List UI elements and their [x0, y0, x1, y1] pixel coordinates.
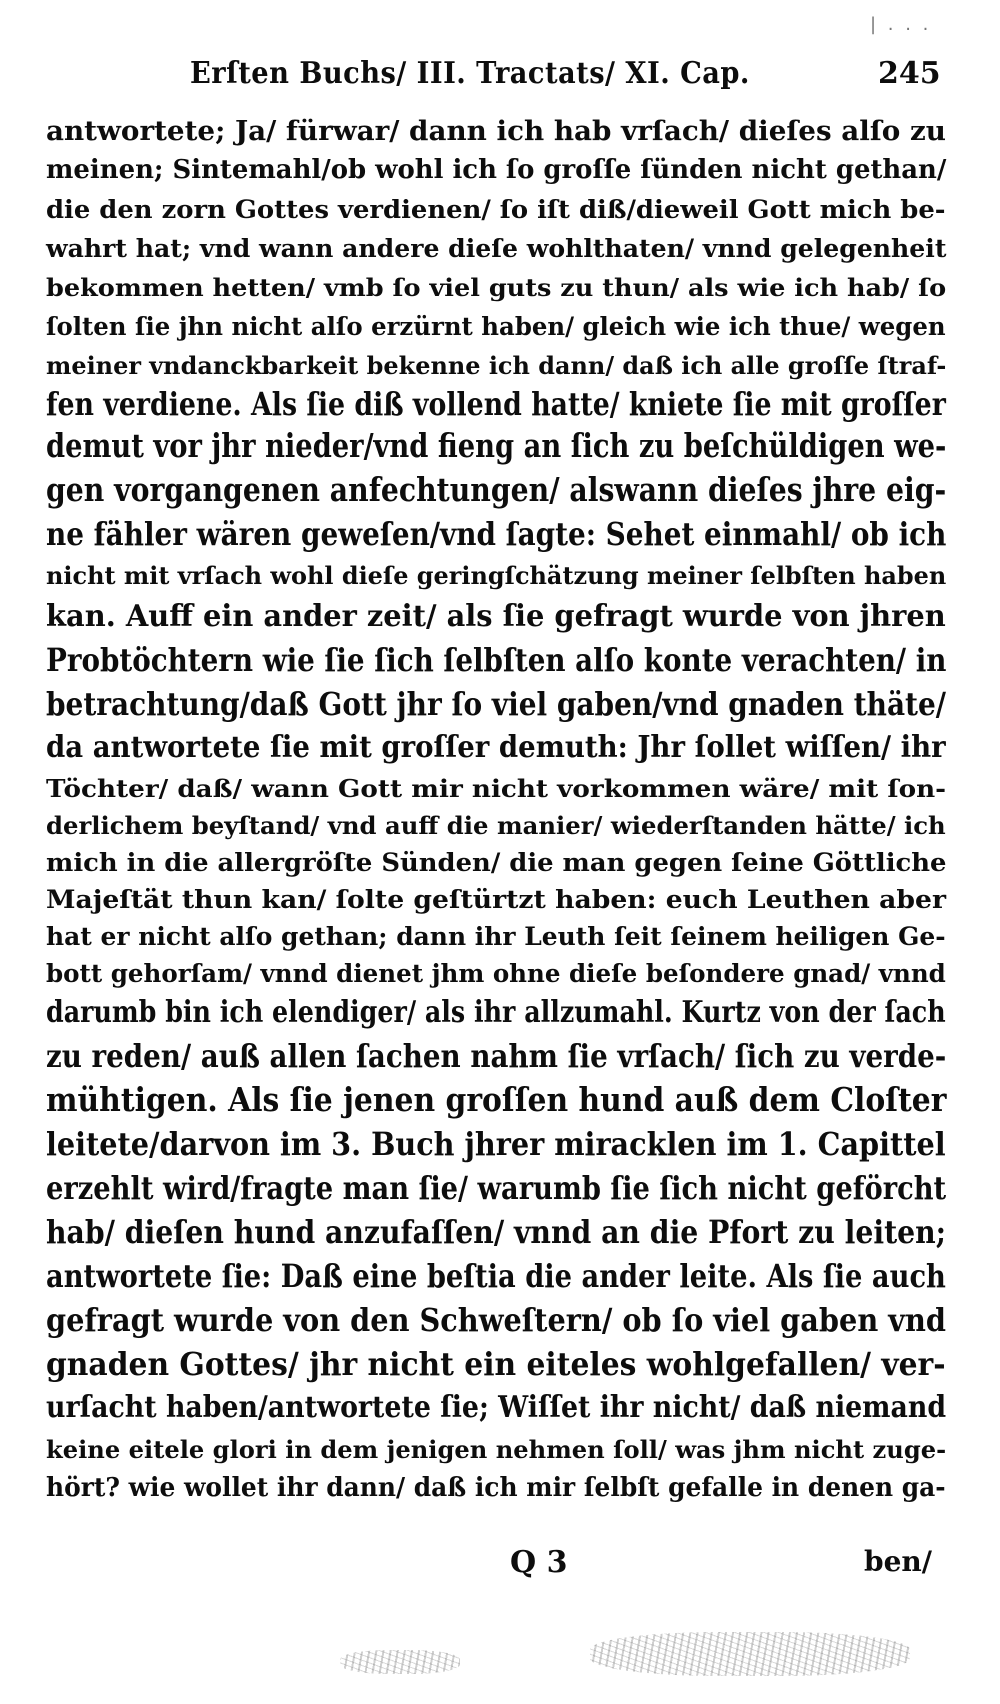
running-head: Erſten Buchs/ III. Tractats/ XI. Cap.: [190, 56, 750, 91]
text-line: meinen; Sintemahl/ob wohl ich ſo groſſe ſünden nicht gethan/: [46, 155, 947, 185]
text-line: leitete/darvon im 3. Buch jhrer miracklen im 1. Capittel: [46, 1125, 946, 1163]
text-line: die den zorn Gottes verdienen/ ſo iſt diß/dieweil Gott mich be-: [46, 195, 946, 224]
text-line: urſacht haben/antwortete ſie; Wiſſet ihr nicht/ daß niemand: [46, 1390, 947, 1425]
text-line: da antwortete ſie mit groſſer demuth: Jhr ſollet wiſſen/ ihr: [46, 730, 946, 765]
text-line: wahrt hat; vnd wann andere dieſe wohlthaten/ vnnd gelegenheit: [46, 234, 947, 263]
text-line: erzehlt wird/fragte man ſie/ warumb ſie ſich nicht geförcht: [46, 1169, 947, 1207]
text-line: mühtigen. Als ſie jenen groſſen hund auß dem Cloſter: [46, 1080, 947, 1119]
text-line: fen verdiene. Als ſie diß vollend hatte/ kniete ſie mit groſſer: [46, 385, 946, 423]
text-line: derlichem beyſtand/ vnd auff die manier/ wiederſtanden hätte/ ich: [46, 811, 946, 840]
text-line: antwortete ſie: Daß eine beſtia die ander leite. Als ſie auch: [46, 1257, 946, 1295]
bottom-smudge-right: [590, 1632, 910, 1676]
text-line: betrachtung/daß Gott jhr ſo viel gaben/vnd gnaden thäte/: [46, 685, 946, 723]
text-line: antwortete; Ja/ fürwar/ dann ich hab vrſach/ dieſes alſo zu: [46, 116, 946, 147]
signature-mark: Q 3: [510, 1545, 568, 1580]
text-line: hört? wie wollet ihr dann/ daß ich mir ſelbſt gefalle in denen ga-: [46, 1473, 946, 1503]
page-footer: [0, 1545, 1000, 1605]
text-line: Töchter/ daß/ wann Gott mir nicht vorkommen wäre/ mit ſon-: [46, 774, 947, 803]
page-header: [0, 50, 1000, 100]
text-line: Probtöchtern wie ſie ſich ſelbſten alſo konte verachten/ in: [46, 641, 947, 679]
text-line: keine eitele glori in dem jenigen nehmen ſoll/ was jhm nicht zuge-: [46, 1435, 947, 1464]
text-line: hat er nicht alſo gethan; dann ihr Leuth ſeit ſeinem heiligen Ge-: [46, 922, 946, 951]
text-line: meiner vndanckbarkeit bekenne ich dann/ daß ich alle groſſe ſtraf-: [46, 351, 947, 380]
text-line: kan. Auff ein ander zeit/ als ſie gefragt wurde von jhren: [46, 599, 946, 634]
text-line: mich in die allergröſte Sünden/ die man gegen ſeine Göttliche: [46, 848, 947, 877]
text-line: demut vor jhr nieder/vnd fieng an ſich zu beſchüldigen we-: [46, 426, 947, 465]
text-line: ne fähler wären geweſen/vnd ſagte: Sehet einmahl/ ob ich: [46, 515, 947, 553]
text-line: zu reden/ auß allen ſachen nahm ſie vrſach/ ſich zu verde-: [46, 1037, 947, 1075]
catchword: ben/: [864, 1545, 932, 1578]
text-line: gefragt wurde von den Schweſtern/ ob ſo viel gaben vnd: [46, 1301, 947, 1339]
text-line: hab/ dieſen hund anzufaſſen/ vnnd an die Pfort zu leiten;: [46, 1213, 947, 1251]
text-line: ſolten ſie jhn nicht alſo erzürnt haben/ gleich wie ich thue/ wegen: [46, 312, 946, 341]
page-number: 245: [878, 56, 941, 91]
body-text: [46, 112, 946, 1508]
bottom-smudge-left: [340, 1650, 460, 1674]
text-line: darumb bin ich elendiger/ als ihr allzumahl. Kurtz von der ſach: [46, 995, 946, 1030]
text-line: gnaden Gottes/ jhr nicht ein eiteles wohlgefallen/ ver-: [46, 1345, 946, 1383]
text-line: gen vorgangenen anfechtungen/ alswann dieſes jhre eig-: [46, 470, 947, 509]
edge-mark: | . . .: [870, 14, 932, 35]
text-line: bott gehorſam/ vnnd dienet jhm ohne dieſe beſondere gnad/ vnnd: [46, 959, 946, 988]
text-line: Majeſtät thun kan/ ſolte geſtürtzt haben: euch Leuthen aber: [46, 885, 946, 914]
text-line: bekommen hetten/ vmb ſo viel guts zu thun/ als wie ich hab/ ſo: [46, 273, 947, 302]
text-line: nicht mit vrſach wohl dieſe geringſchätzung meiner ſelbſten haben: [46, 561, 947, 590]
